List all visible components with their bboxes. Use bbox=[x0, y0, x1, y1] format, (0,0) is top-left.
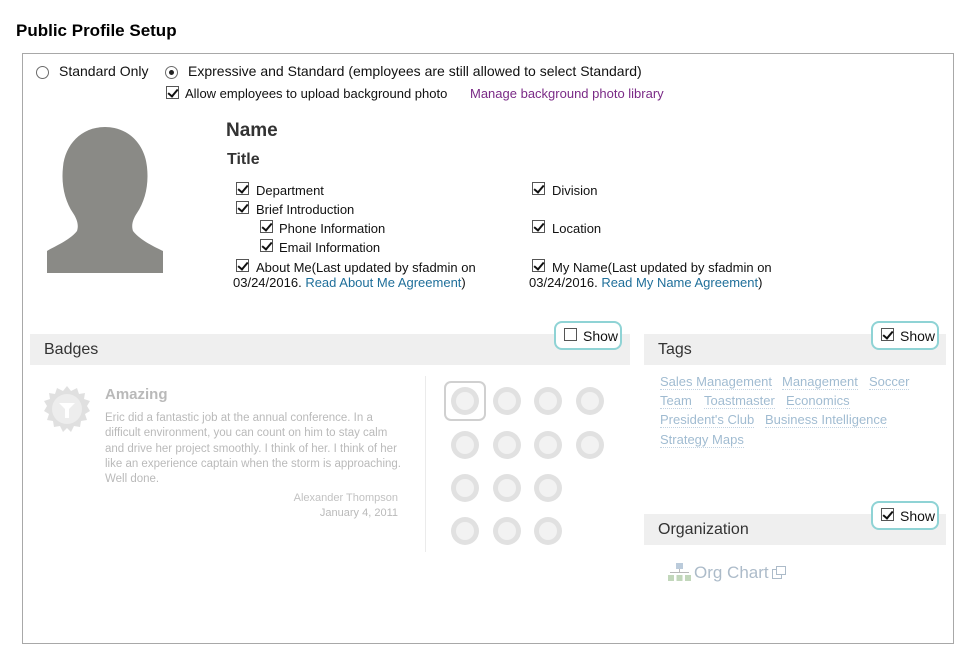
tag-item: Business Intelligence bbox=[765, 412, 888, 427]
featured-badge-author: Alexander Thompson bbox=[293, 492, 398, 504]
tags-section-label: Tags bbox=[658, 341, 692, 358]
tags-show-checkbox[interactable] bbox=[881, 328, 894, 341]
allow-background-upload-checkbox[interactable] bbox=[166, 86, 179, 99]
badges-show-label: Show bbox=[583, 328, 619, 344]
read-my-name-agreement-link[interactable]: Read My Name Agreement bbox=[601, 275, 759, 290]
brief-introduction-label: Brief Introduction bbox=[256, 202, 355, 217]
division-checkbox[interactable] bbox=[532, 182, 545, 195]
profile-name: Name bbox=[226, 120, 278, 141]
tag-item: Soccer bbox=[869, 374, 910, 389]
tag-item: President's Club bbox=[660, 412, 755, 427]
division-label: Division bbox=[552, 183, 598, 198]
tags-show-toggle[interactable] bbox=[871, 321, 939, 350]
external-link-icon bbox=[772, 566, 786, 579]
expressive-standard-radio[interactable] bbox=[165, 66, 178, 79]
expressive-standard-label: Expressive and Standard (employees are still allowed to select Standard) bbox=[188, 63, 642, 79]
badges-divider bbox=[425, 376, 426, 552]
featured-badge-icon bbox=[43, 385, 91, 433]
avatar bbox=[47, 123, 163, 273]
org-chart-icon bbox=[668, 563, 691, 582]
tag-item: Team bbox=[660, 393, 692, 408]
tag-item: Strategy Maps bbox=[660, 432, 744, 447]
about-me-label: About Me(Last updated by sfadmin on bbox=[256, 260, 476, 275]
organization-show-checkbox[interactable] bbox=[881, 508, 894, 521]
tag-item: Sales Management bbox=[660, 374, 773, 389]
department-label: Department bbox=[256, 183, 324, 198]
location-checkbox[interactable] bbox=[532, 220, 545, 233]
tag-item: Economics bbox=[786, 393, 850, 408]
page-title: Public Profile Setup bbox=[16, 21, 177, 40]
featured-badge-description: Eric did a fantastic job at the annual conference. In a difficult environment, you can count on him to stay calm and drive her project smoothly. I think of her. I think of her like an experience captain when the storm is approaching. Well done. bbox=[105, 412, 401, 486]
badges-show-checkbox[interactable] bbox=[564, 328, 577, 341]
email-information-checkbox[interactable] bbox=[260, 239, 273, 252]
featured-badge-title: Amazing bbox=[105, 386, 168, 403]
badges-show-toggle[interactable] bbox=[554, 321, 622, 350]
badge-grid bbox=[440, 378, 620, 550]
about-me-checkbox[interactable] bbox=[236, 259, 249, 272]
profile-title: Title bbox=[227, 151, 260, 168]
featured-badge-date: January 4, 2011 bbox=[319, 507, 398, 519]
manage-background-library-link[interactable]: Manage background photo library bbox=[470, 86, 664, 101]
my-name-date: 03/24/2016. bbox=[529, 275, 598, 290]
allow-background-upload-label: Allow employees to upload background photo bbox=[185, 86, 448, 101]
tag-item: Toastmaster bbox=[704, 393, 775, 408]
about-me-close-paren: ) bbox=[461, 275, 466, 290]
standard-only-label: Standard Only bbox=[59, 63, 149, 79]
department-checkbox[interactable] bbox=[236, 182, 249, 195]
my-name-label: My Name(Last updated by sfadmin on bbox=[552, 260, 772, 275]
tags-show-label: Show bbox=[900, 328, 936, 344]
organization-section-label: Organization bbox=[658, 521, 749, 538]
phone-information-checkbox[interactable] bbox=[260, 220, 273, 233]
brief-introduction-checkbox[interactable] bbox=[236, 201, 249, 214]
standard-only-radio[interactable] bbox=[36, 66, 49, 79]
my-name-agreement-line bbox=[529, 275, 762, 290]
about-me-date: 03/24/2016. bbox=[233, 275, 302, 290]
org-chart-link: Org Chart bbox=[694, 563, 769, 582]
tag-item: Management bbox=[782, 374, 858, 389]
read-about-me-agreement-link[interactable]: Read About Me Agreement bbox=[305, 275, 462, 290]
about-me-agreement-line bbox=[233, 275, 466, 290]
my-name-close-paren: ) bbox=[758, 275, 763, 290]
phone-information-label: Phone Information bbox=[279, 221, 386, 236]
my-name-checkbox[interactable] bbox=[532, 259, 545, 272]
organization-show-label: Show bbox=[900, 508, 936, 524]
featured-badge-attribution bbox=[105, 492, 398, 524]
badges-section-label: Badges bbox=[44, 341, 99, 358]
organization-show-toggle[interactable] bbox=[871, 501, 939, 530]
badges-section-header bbox=[30, 334, 630, 365]
location-label: Location bbox=[552, 221, 602, 236]
email-information-label: Email Information bbox=[279, 240, 381, 255]
